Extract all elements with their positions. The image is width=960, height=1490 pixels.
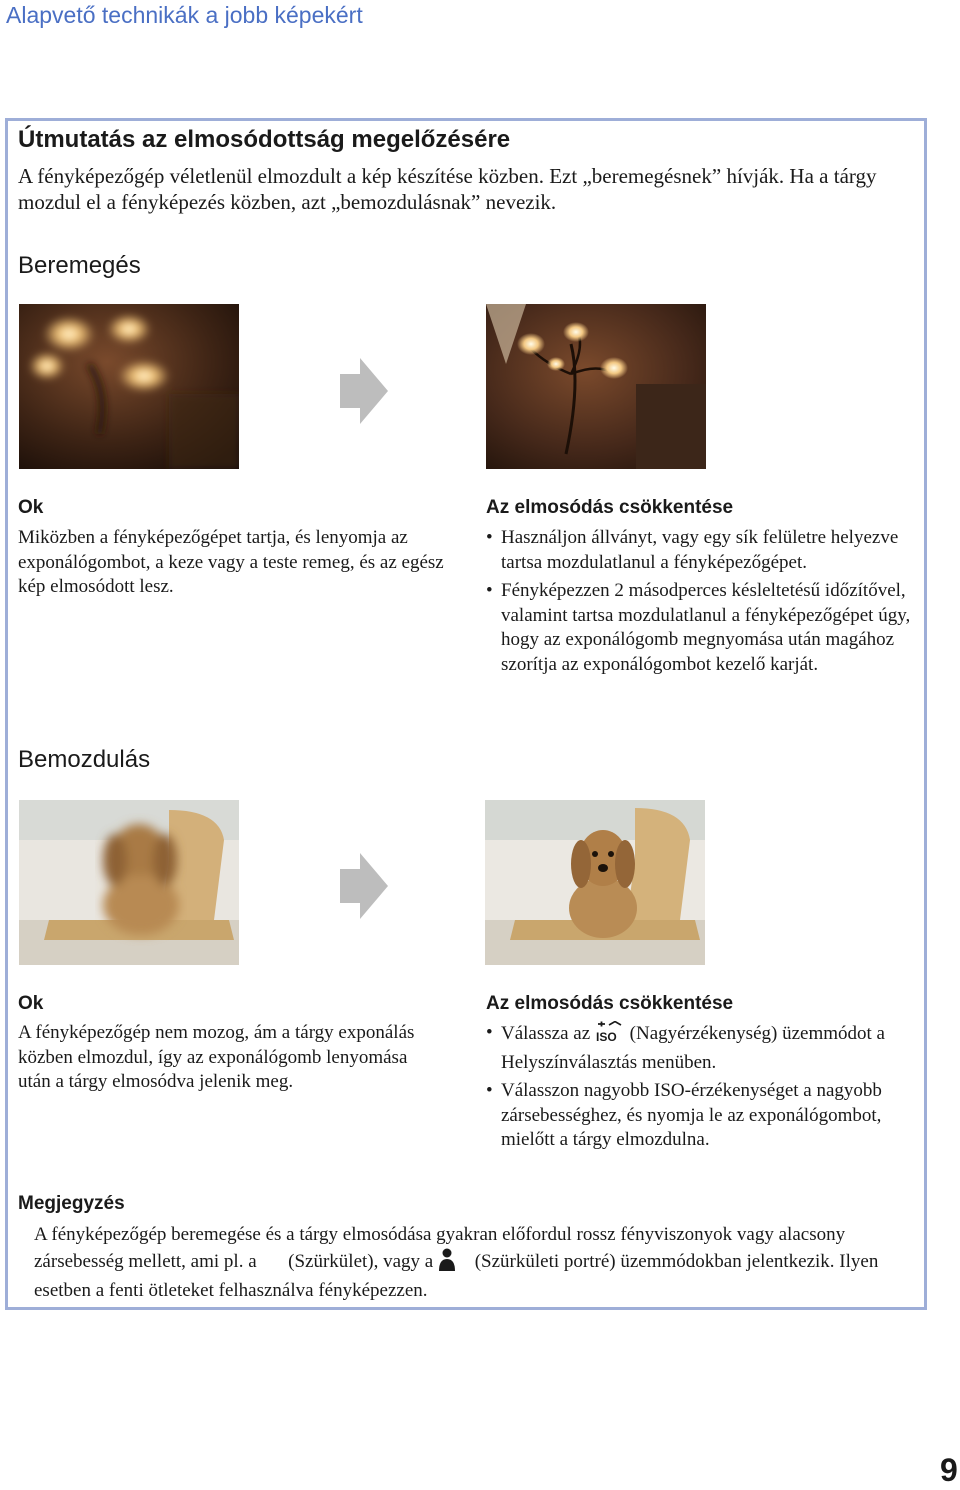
- arrow-right-icon: [340, 358, 390, 424]
- shake-cause-text: Miközben a fényképezőgépet tartja, és lenyomja az exponálógombot, a keze vagy a teste remeg, és az egész kép elmosódott lesz.: [18, 527, 444, 597]
- fix-item1-before: Válassza az: [501, 1023, 591, 1044]
- list-item: • Válasszon nagyobb ISO-érzékenységet a nagyobb zársebességhez, és nyomja le az exponálógombot, mielőtt a tárgy elmozdulna.: [486, 1079, 911, 1153]
- twilight-portrait-icon: [438, 1247, 470, 1278]
- motion-fix-list: [486, 1021, 911, 1157]
- note-part3: (Szürkületi portré) üzemmódokban jelentkezik. Ilyen esetben a fenti ötleteket felhasználva fényképezzen.: [34, 1251, 879, 1301]
- motion-heading: Bemozdulás: [18, 746, 151, 773]
- note-text: [34, 1222, 914, 1303]
- twilight-moon-icon: [261, 1247, 283, 1278]
- shake-photo-blurry: [19, 304, 239, 469]
- page-number: 9: [940, 1452, 958, 1488]
- note-part2: (Szürkület), vagy a: [288, 1251, 434, 1272]
- shake-heading: Beremegés: [18, 252, 141, 279]
- motion-photo-blurry: [19, 800, 239, 965]
- tip-box-intro: A fényképezőgép véletlenül elmozdult a kép készítése közben. Ezt „beremegésnek” hívják. Ha a tárgy mozdul el a fényképezés közben, azt „bemozdulásnak” nevezik.: [18, 164, 877, 214]
- motion-fix-heading: Az elmosódás csökkentése: [486, 993, 734, 1014]
- list-item: • Fényképezzen 2 másodperces késleltetésű időzítővel, valamint tartsa mozdulatlanul a fényképezőgépet úgy, hogy az exponálógomb megnyomása után magához szorítja az exponálógombot kezelő karját.: [486, 579, 911, 677]
- motion-photo-sharp: [485, 800, 705, 965]
- motion-cause-heading: Ok: [18, 993, 44, 1014]
- list-item: [486, 1021, 911, 1075]
- note-part1: A fényképezőgép beremegése és a tárgy elmosódása gyakran előfordul rossz fényviszonyok vagy alacsony zársebesség mellett, ami pl. a: [34, 1224, 846, 1272]
- list-item: • Használjon állványt, vagy egy sík felületre helyezve tartsa mozdulatlanul a fényképezőgépet.: [486, 526, 911, 575]
- high-sensitivity-iso-icon: [595, 1021, 625, 1051]
- tip-box-title: Útmutatás az elmosódottság megelőzésére: [18, 126, 511, 153]
- note-heading: Megjegyzés: [18, 1193, 125, 1214]
- iso-icon-label: ISO: [595, 1030, 617, 1043]
- header-title: Alapvető technikák a jobb képekért: [6, 2, 363, 28]
- fix-item1-after: (Nagyérzékenység) üzemmódot a Helyszínválasztás menüben.: [501, 1023, 885, 1073]
- motion-cause-text: A fényképezőgép nem mozog, ám a tárgy exponálás közben elmozdul, így az exponálógomb lenyomása után a tárgy elmosódva jelenik meg.: [18, 1022, 415, 1092]
- shake-photo-sharp: [486, 304, 706, 469]
- arrow-right-icon: [340, 853, 390, 919]
- shake-fix-list: [486, 526, 911, 681]
- shake-cause-heading: Ok: [18, 497, 44, 518]
- shake-fix-heading: Az elmosódás csökkentése: [486, 497, 734, 518]
